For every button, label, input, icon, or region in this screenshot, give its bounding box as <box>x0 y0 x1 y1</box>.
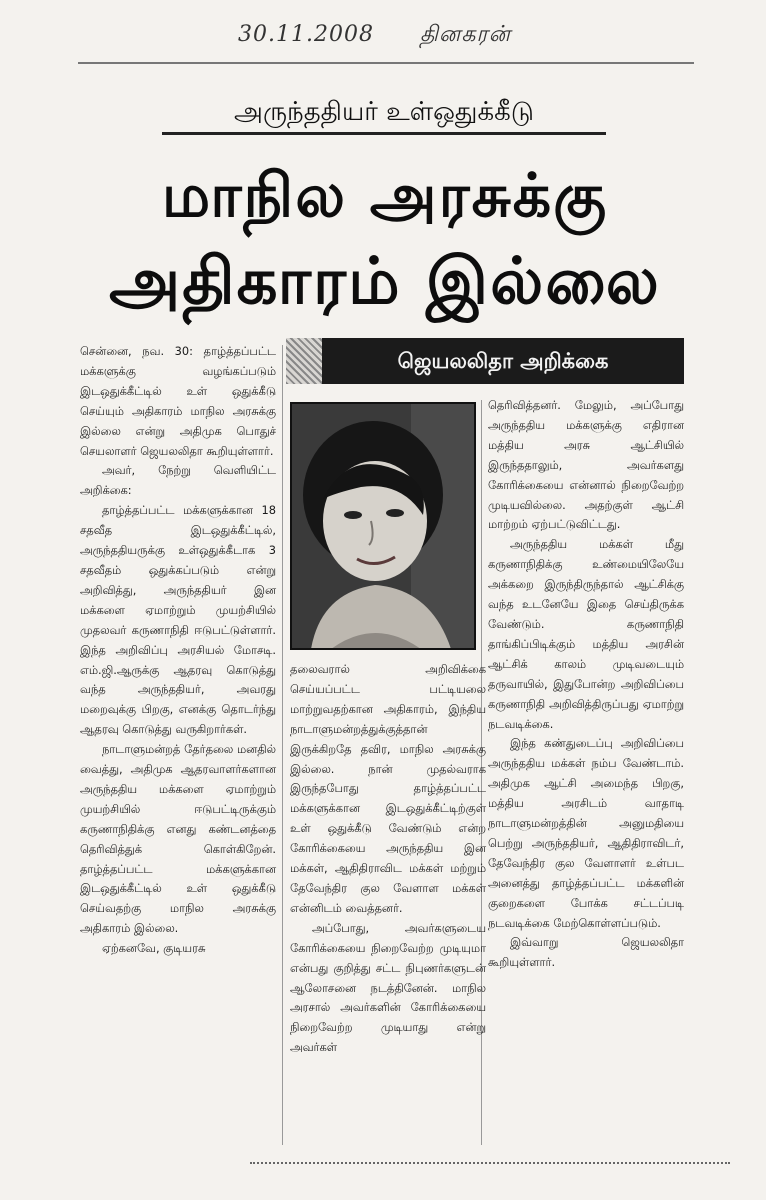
article-column-2 <box>290 660 486 1058</box>
column-divider-left <box>282 345 283 1145</box>
paragraph: அவர், நேற்று வெளியிட்ட அறிக்கை: <box>80 463 276 498</box>
headline-line-1: மாநில அரசுக்கு <box>161 161 609 231</box>
subhead-banner: ஜெயலலிதா அறிக்கை <box>322 338 684 384</box>
topic-kicker: அருந்ததியர் உள்ஒதுக்கீடு <box>162 92 606 135</box>
banner-hatch <box>286 338 322 384</box>
clipping-date: 30.11.2008 <box>238 22 374 47</box>
article-column-1 <box>80 342 276 959</box>
paragraph: ஏற்கனவே, குடியரசு <box>102 941 206 956</box>
article-column-3 <box>488 396 684 973</box>
paragraph: அப்போது, அவர்களுடைய கோரிக்கையை நிறைவேற்ற முடியுமா என்பது குறித்து சட்ட நிபுணர்களுடன் ஆலோசனை நடத்தினேன். மாநில அரசால் அவர்களின் கோரிக்கையை நிறைவேற்ற முடியாது என்று அவர்கள் <box>290 920 486 1055</box>
paragraph: இந்த கண்துடைப்பு அறிவிப்பை அருந்ததிய மக்கள் நம்ப வேண்டாம். அதிமுக ஆட்சி அமைந்த பிறகு, மத்திய அரசிடம் வாதாடி நாடாளுமன்றத்தின் அனுமதியை பெற்று அருந்ததியர், ஆதிதிராவிடர், தேவேந்திர குல வேளாளர் உள்பட அனைத்து தாழ்த்தப்பட்ட மக்களின் குறைகளை போக்க சட்டப்படி நடவடிக்கை மேற்கொள்ளப்படும். <box>488 736 684 930</box>
paragraph: இவ்வாறு ஜெயலலிதா கூறியுள்ளார். <box>488 935 684 970</box>
header-rule <box>78 62 694 64</box>
headline-line-2: அதிகாரம் இல்லை <box>109 244 661 319</box>
paragraph: நாடாளுமன்றத் தேர்தலை மனதில் வைத்து, அதிமுக ஆதரவாளர்களான அருந்ததிய மக்களை ஏமாற்றும் முயற்சியில் ஈடுபட்டிருக்கும் கருணாநிதிக்கு எனது கண்டனத்தை தெரிவித்துக் கொள்கிறேன். தாழ்த்தப்பட்ட மக்களுக்கான இடஒதுக்கீட்டில் உள் ஒதுக்கீடு செய்வதற்கு மாநில அரசுக்கு அதிகாரம் இல்லை. <box>80 742 276 936</box>
footer-dotted-rule <box>250 1162 730 1164</box>
paragraph: தலைவரால் அறிவிக்கை செய்யப்பட்ட பட்டியலை மாற்றுவதற்கான அதிகாரம், இந்திய நாடாளுமன்றத்துக்குத்தான் இருக்கிறதே தவிர, மாநில அரசுக்கு இல்லை. நான் முதல்வராக இருந்தபோது தாழ்த்தப்பட்ட மக்களுக்கான இடஒதுக்கீட்டிற்குள் உள் ஒதுக்கீடு வேண்டும் என்ற கோரிக்கையை அருந்ததிய இன மக்கள், ஆதிதிராவிட மக்கள் மற்றும் தேவேந்திர குல வேளாள மக்கள் என்னிடம் வைத்தனர். <box>290 662 486 915</box>
paragraph: தெரிவித்தனர். மேலும், அப்போது அருந்ததிய மக்களுக்கு எதிரான மத்திய அரசு ஆட்சியில் இருந்ததாலும், அவர்களது கோரிக்கையை என்னால் நிறைவேற்ற முடியவில்லை. அதற்குள் ஆட்சி மாற்றம் ஏற்பட்டுவிட்டது. <box>488 398 684 532</box>
portrait-photo-icon <box>291 403 475 649</box>
paragraph: அருந்ததிய மக்கள் மீது கருணாநிதிக்கு உண்மையிலேயே அக்கறை இருந்திருந்தால் ஆட்சிக்கு வந்த உடனேயே இதை செய்திருக்க வேண்டும். கருணாநிதி தாங்கிப்பிடிக்கும் மத்திய அரசின் ஆட்சிக் காலம் முடிவடையும் தருவாயில், இதுபோன்ற அறிவிப்பை கருணாநிதி அறிவித்திருப்பது ஏமாற்று நடவடிக்கை. <box>488 537 684 731</box>
paragraph: தாழ்த்தப்பட்ட மக்களுக்கான 18 சதவீத இடஒதுக்கீட்டில், அருந்ததியருக்கு உள்ஒதுக்கீடாக 3 சதவீதம் ஒதுக்கப்படும் என்று அறிவித்து, அருந்ததியர் இன மக்களை ஏமாற்றும் முயற்சியில் முதலவர் கருணாநிதி ஈடுபட்டுள்ளார். இந்த அறிவிப்பு அரசியல் மோசடி. எம்.ஜி.ஆருக்கு ஆதரவு கொடுத்து வந்த அருந்ததியர், அவரது மறைவுக்கு பிறகு, எனக்கு தொடர்ந்து ஆதரவு கொடுத்து வருகிறார்கள். <box>80 503 276 737</box>
newspaper-name: தினகரன் <box>420 22 512 47</box>
paragraph: சென்னை, நவ. 30: தாழ்த்தப்பட்ட மக்களுக்கு வழங்கப்படும் இடஒதுக்கீட்டில் உள் ஒதுக்கீடு செய்யும் அதிகாரம் மாநில அரசுக்கு இல்லை என்று அதிமுக பொதுச் செயலாளர் ஜெயலலிதா கூறியுள்ளார். <box>80 344 276 458</box>
portrait-photo <box>290 402 476 650</box>
